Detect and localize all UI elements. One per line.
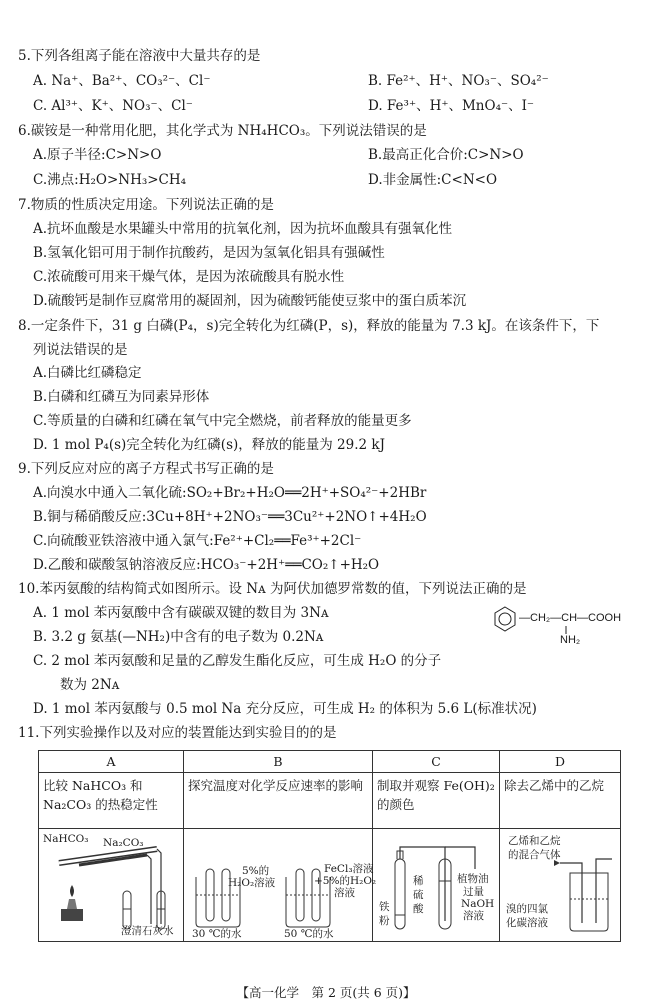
q6-stem: 6.碳铵是一种常用化肥，其化学式为 NH₄HCO₃。下列说法错误的是 (18, 123, 427, 139)
desc-d: 除去乙烯中的乙烷 (500, 773, 621, 829)
q5-option-d: D. Fe³⁺、H⁺、MnO₄⁻、I⁻ (368, 98, 535, 114)
structure-chain: —CH₂—CH—COOH (519, 612, 622, 624)
phenylalanine-structure (490, 604, 640, 648)
q9-option-c: C.向硫酸亚铁溶液中通入氯气:Fe²⁺+Cl₂══Fe³⁺+2Cl⁻ (33, 533, 362, 549)
q7-stem: 7.物质的性质决定用途。下列说法正确的是 (18, 197, 274, 213)
q6-option-b: B.最高正化合价:C>N>O (368, 147, 524, 163)
label-iron-2: 粉 (379, 915, 390, 927)
label-bromine-1: 溴的四氯 (506, 903, 548, 915)
q5-option-b: B. Fe²⁺、H⁺、NO₃⁻、SO₄²⁻ (368, 73, 549, 89)
experiment-table (38, 750, 621, 942)
apparatus-c (373, 829, 500, 942)
q8-option-c: C.等质量的白磷和红磷在氧气中完全燃烧，前者释放的能量更多 (33, 413, 412, 429)
q7-option-b: B.氢氧化铝可用于制作抗酸药，是因为氢氧化铝具有强碱性 (33, 245, 385, 261)
page-footer: 【高一化学 第 2 页(共 6 页)】 (236, 985, 416, 1000)
label-h2o2-solution: H₂O₂溶液 (228, 877, 276, 889)
q6-option-c: C.沸点:H₂O>NH₃>CH₄ (33, 172, 187, 188)
label-acid-3: 酸 (413, 903, 424, 915)
q5-stem: 5.下列各组离子能在溶液中大量共存的是 (18, 48, 261, 64)
header-d: D (500, 751, 621, 773)
q9-option-d: D.乙酸和碳酸氢钠溶液反应:HCO₃⁻+2H⁺══CO₂↑+H₂O (33, 557, 380, 573)
label-h2o2: 5%的 (242, 865, 270, 877)
header-c: C (373, 751, 500, 773)
q9-stem: 9.下列反应对应的离子方程式书写正确的是 (18, 461, 274, 477)
label-bromine-2: 化碳溶液 (506, 917, 548, 929)
q5-option-a: A. Na⁺、Ba²⁺、CO₃²⁻、Cl⁻ (33, 73, 211, 89)
label-oil-2: 过量 (463, 886, 484, 898)
apparatus-a (39, 829, 184, 942)
label-oil-3: NaOH (461, 898, 495, 910)
desc-c: 制取并观察 Fe(OH)₂ 的颜色 (373, 773, 500, 829)
q10-option-a: A. 1 mol 苯丙氨酸中含有碳碳双键的数目为 3Nᴀ (33, 605, 329, 621)
label-50c-water: 50 ℃的水 (284, 928, 334, 940)
q11-stem: 11.下列实验操作以及对应的装置能达到实验目的的是 (18, 725, 337, 741)
q10-stem: 10.苯丙氨酸的结构简式如图所示。设 Nᴀ 为阿伏加德罗常数的值，下列说法正确的是 (18, 581, 527, 597)
q10-option-b: B. 3.2 g 氨基(—NH₂)中含有的电子数为 0.2Nᴀ (33, 629, 324, 645)
q10-option-c-line1: C. 2 mol 苯丙氨酸和足量的乙醇发生酯化反应，可生成 H₂O 的分子 (33, 653, 442, 669)
label-na2co3: Na₂CO₃ (103, 837, 144, 849)
structure-amine: NH₂ (560, 634, 581, 646)
q5-option-c: C. Al³⁺、K⁺、NO₃⁻、Cl⁻ (33, 98, 193, 114)
q6-option-d: D.非金属性:C<N<O (368, 172, 498, 188)
apparatus-b (184, 829, 377, 942)
q9-option-a: A.向溴水中通入二氧化硫:SO₂+Br₂+H₂O══2H⁺+SO₄²⁻+2HBr (33, 485, 427, 501)
q10-option-d: D. 1 mol 苯丙氨酸与 0.5 mol Na 充分反应，可生成 H₂ 的体积为 5.6 L(标准状况) (33, 701, 537, 717)
header-b: B (184, 751, 373, 773)
q8-stem-line1: 8.一定条件下，31 g 白磷(P₄，s)完全转化为红磷(P，s)，释放的能量为 7.3 kJ。在该条件下，下 (18, 318, 600, 334)
apparatus-d (500, 829, 621, 942)
q6-option-a: A.原子半径:C>N>O (33, 147, 162, 163)
q8-option-d: D. 1 mol P₄(s)完全转化为红磷(s)，释放的能量为 29.2 kJ (33, 437, 385, 453)
label-acid-2: 硫 (413, 889, 424, 901)
label-fecl3-solution: 溶液 (334, 887, 355, 899)
q8-option-a: A.白磷比红磷稳定 (33, 365, 142, 381)
q10-option-c-line2: 数为 2Nᴀ (60, 677, 120, 693)
label-gas-1: 乙烯和乙烷 (508, 835, 561, 847)
q8-option-b: B.白磷和红磷互为同素异形体 (33, 389, 210, 405)
header-a: A (39, 751, 184, 773)
label-30c-water: 30 ℃的水 (192, 928, 242, 940)
label-iron-1: 铁 (379, 901, 390, 913)
label-acid-1: 稀 (413, 875, 424, 887)
desc-a: 比较 NaHCO₃ 和 Na₂CO₃ 的热稳定性 (39, 773, 184, 829)
q7-option-d: D.硫酸钙是制作豆腐常用的凝固剂，因为硫酸钙能使豆浆中的蛋白质苯沉 (33, 293, 467, 309)
label-oil-1: 植物油 (457, 873, 489, 885)
label-limewater: 澄清石灰水 (121, 925, 174, 937)
q7-option-c: C.浓硫酸可用来干燥气体，是因为浓硫酸具有脱水性 (33, 269, 345, 285)
label-nahco3: NaHCO₃ (43, 833, 89, 845)
q8-stem-line2: 列说法错误的是 (33, 342, 128, 358)
label-fecl3-h2o2: +5%的H₂O₂ (314, 875, 377, 887)
desc-b: 探究温度对化学反应速率的影响 (184, 773, 373, 829)
q7-option-a: A.抗坏血酸是水果罐头中常用的抗氧化剂，因为抗坏血酸具有强氧化性 (33, 221, 453, 237)
label-gas-2: 的混合气体 (508, 849, 561, 861)
label-oil-4: 溶液 (463, 910, 484, 922)
label-fecl3: FeCl₃溶液 (324, 863, 374, 875)
q9-option-b: B.铜与稀硝酸反应:3Cu+8H⁺+2NO₃⁻══3Cu²⁺+2NO↑+4H₂O (33, 509, 427, 525)
